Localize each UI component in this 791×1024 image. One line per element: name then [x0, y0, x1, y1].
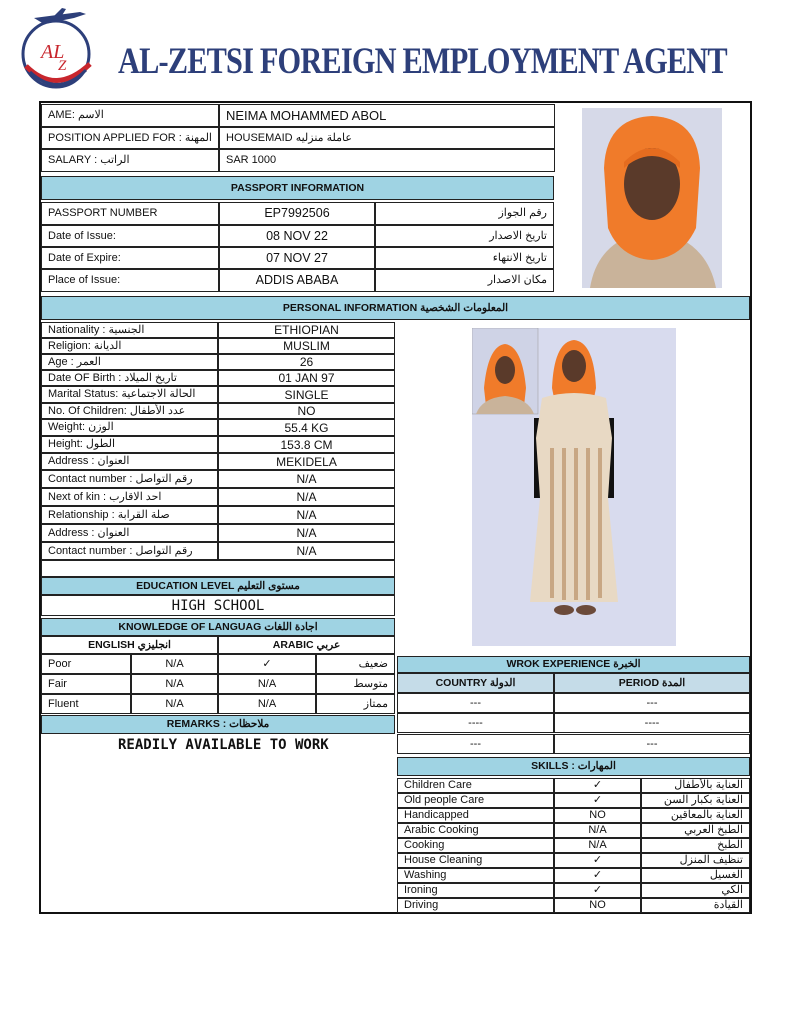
english-level-value: N/A [131, 694, 218, 714]
passport-row-label: Place of Issue: [41, 269, 219, 292]
passport-row-value: ADDIS ABABA [219, 269, 375, 292]
personal-row-value: MEKIDELA [218, 453, 395, 470]
salary-label: SALARY : الراتب [41, 149, 219, 172]
skill-arabic: تنظيف المنزل [641, 853, 750, 868]
passport-row-value: EP7992506 [219, 202, 375, 225]
personal-row-label: Height: الطول [41, 436, 218, 453]
remarks-header: REMARKS : ملاحظات [41, 715, 395, 734]
passport-row-label: Date of Issue: [41, 225, 219, 247]
passport-row-value: 07 NOV 27 [219, 247, 375, 269]
passport-header: PASSPORT INFORMATION [41, 176, 554, 200]
skill-value: ✓ [554, 868, 641, 883]
skill-arabic: العناية بالمعاقين [641, 808, 750, 823]
personal-row-label: Religion: الديانة [41, 338, 218, 354]
skill-arabic: القيادة [641, 898, 750, 913]
period-column-header: PERIOD المدة [554, 673, 750, 693]
experience-period: ---- [554, 713, 750, 733]
english-level-value: N/A [131, 674, 218, 694]
personal-row-label: Relationship : صلة القرابة [41, 506, 218, 524]
personal-row-label: Contact number : رقم التواصل [41, 470, 218, 488]
personal-row-value: 01 JAN 97 [218, 370, 395, 386]
experience-country: --- [397, 693, 554, 713]
personal-row-label: Marital Status: الحالة الاجتماعية [41, 386, 218, 403]
passport-row-arabic: مكان الاصدار [375, 269, 554, 292]
arabic-level-value: N/A [218, 694, 316, 714]
skill-label: Children Care [397, 778, 554, 793]
personal-row-value: N/A [218, 524, 395, 542]
skill-arabic: الغسيل [641, 868, 750, 883]
passport-row-arabic: رقم الجواز [375, 202, 554, 225]
language-level: Fair [41, 674, 131, 694]
language-level: Fluent [41, 694, 131, 714]
personal-row-label: Contact number : رقم التواصل [41, 542, 218, 560]
arabic-level-value: ✓ [218, 654, 316, 674]
agency-logo [14, 4, 104, 90]
skill-label: Old people Care [397, 793, 554, 808]
passport-row-arabic: تاريخ الاصدار [375, 225, 554, 247]
experience-period: --- [554, 693, 750, 713]
personal-row-label: No. Of Children: عدد الأطفال [41, 403, 218, 419]
personal-header: PERSONAL INFORMATION المعلومات الشخصية [41, 296, 750, 320]
agency-name: AL-ZETSI FOREIGN EMPLOYMENT AGENT [118, 41, 727, 82]
personal-row-value: MUSLIM [218, 338, 395, 354]
language-level-arabic: ممتاز [316, 694, 395, 714]
passport-row-label: PASSPORT NUMBER [41, 202, 219, 225]
skill-label: Cooking [397, 838, 554, 853]
english-level-value: N/A [131, 654, 218, 674]
education-header: EDUCATION LEVEL مستوى التعليم [41, 577, 395, 595]
personal-row-value: NO [218, 403, 395, 419]
skill-value: ✓ [554, 883, 641, 898]
skill-value: N/A [554, 838, 641, 853]
personal-row-value: ETHIOPIAN [218, 322, 395, 338]
english-column-header: ENGLISH انجليزي [41, 636, 218, 654]
personal-row-label: Weight: الوزن [41, 419, 218, 436]
portrait-photo [582, 108, 722, 288]
name-label: AME: الاسم [41, 104, 219, 127]
arabic-level-value: N/A [218, 674, 316, 694]
skill-value: NO [554, 808, 641, 823]
experience-country: ---- [397, 713, 554, 733]
arabic-column-header: ARABIC عربي [218, 636, 395, 654]
skill-label: Ironing [397, 883, 554, 898]
personal-row-label: Date OF Birth : تاريخ الميلاد [41, 370, 218, 386]
personal-row-value: N/A [218, 506, 395, 524]
experience-period: --- [554, 734, 750, 754]
personal-row-value: SINGLE [218, 386, 395, 403]
language-level-arabic: متوسط [316, 674, 395, 694]
language-level: Poor [41, 654, 131, 674]
passport-row-value: 08 NOV 22 [219, 225, 375, 247]
personal-row-label: Next of kin : احد الاقارب [41, 488, 218, 506]
experience-country: --- [397, 734, 554, 754]
personal-row-label: Address : العنوان [41, 524, 218, 542]
skill-label: House Cleaning [397, 853, 554, 868]
personal-row-label: Age : العمر [41, 354, 218, 370]
position-label: POSITION APPLIED FOR : المهنة [41, 127, 219, 149]
skill-value: ✓ [554, 853, 641, 868]
skills-header: SKILLS : المهارات [397, 757, 750, 776]
logo-initials-top: AL [41, 41, 65, 63]
skill-label: Arabic Cooking [397, 823, 554, 838]
personal-row-value: N/A [218, 470, 395, 488]
skill-value: NO [554, 898, 641, 913]
skill-value: ✓ [554, 778, 641, 793]
skill-label: Driving [397, 898, 554, 913]
country-column-header: COUNTRY الدولة [397, 673, 554, 693]
passport-row-arabic: تاريخ الانتهاء [375, 247, 554, 269]
skill-label: Handicapped [397, 808, 554, 823]
skill-label: Washing [397, 868, 554, 883]
personal-row-value: 153.8 CM [218, 436, 395, 453]
education-value: HIGH SCHOOL [41, 595, 395, 616]
name-value: NEIMA MOHAMMED ABOL [219, 104, 555, 127]
skill-arabic: الكي [641, 883, 750, 898]
personal-row-value: 55.4 KG [218, 419, 395, 436]
personal-row-value: 26 [218, 354, 395, 370]
skill-arabic: الطبخ [641, 838, 750, 853]
position-value: HOUSEMAID عاملة منزليه [219, 127, 555, 149]
language-level-arabic: ضعيف [316, 654, 395, 674]
skill-arabic: الطبخ العربي [641, 823, 750, 838]
logo-initials-bottom: Z [58, 58, 67, 74]
personal-row-label: Nationality : الجنسية [41, 322, 218, 338]
language-header: KNOWLEDGE OF LANGUAG اجادة اللغات [41, 618, 395, 636]
skill-value: N/A [554, 823, 641, 838]
personal-row-label: Address : العنوان [41, 453, 218, 470]
personal-spacer-row [41, 560, 395, 577]
passport-row-label: Date of Expire: [41, 247, 219, 269]
personal-row-value: N/A [218, 542, 395, 560]
skill-value: ✓ [554, 793, 641, 808]
personal-row-value: N/A [218, 488, 395, 506]
skill-arabic: العناية بالأطفال [641, 778, 750, 793]
experience-header: WROK EXPERIENCE الخبرة [397, 656, 750, 673]
salary-value: SAR 1000 [219, 149, 555, 172]
full-body-photo [472, 328, 676, 646]
skill-arabic: العناية بكبار السن [641, 793, 750, 808]
remarks-value: READILY AVAILABLE TO WORK [118, 737, 329, 753]
